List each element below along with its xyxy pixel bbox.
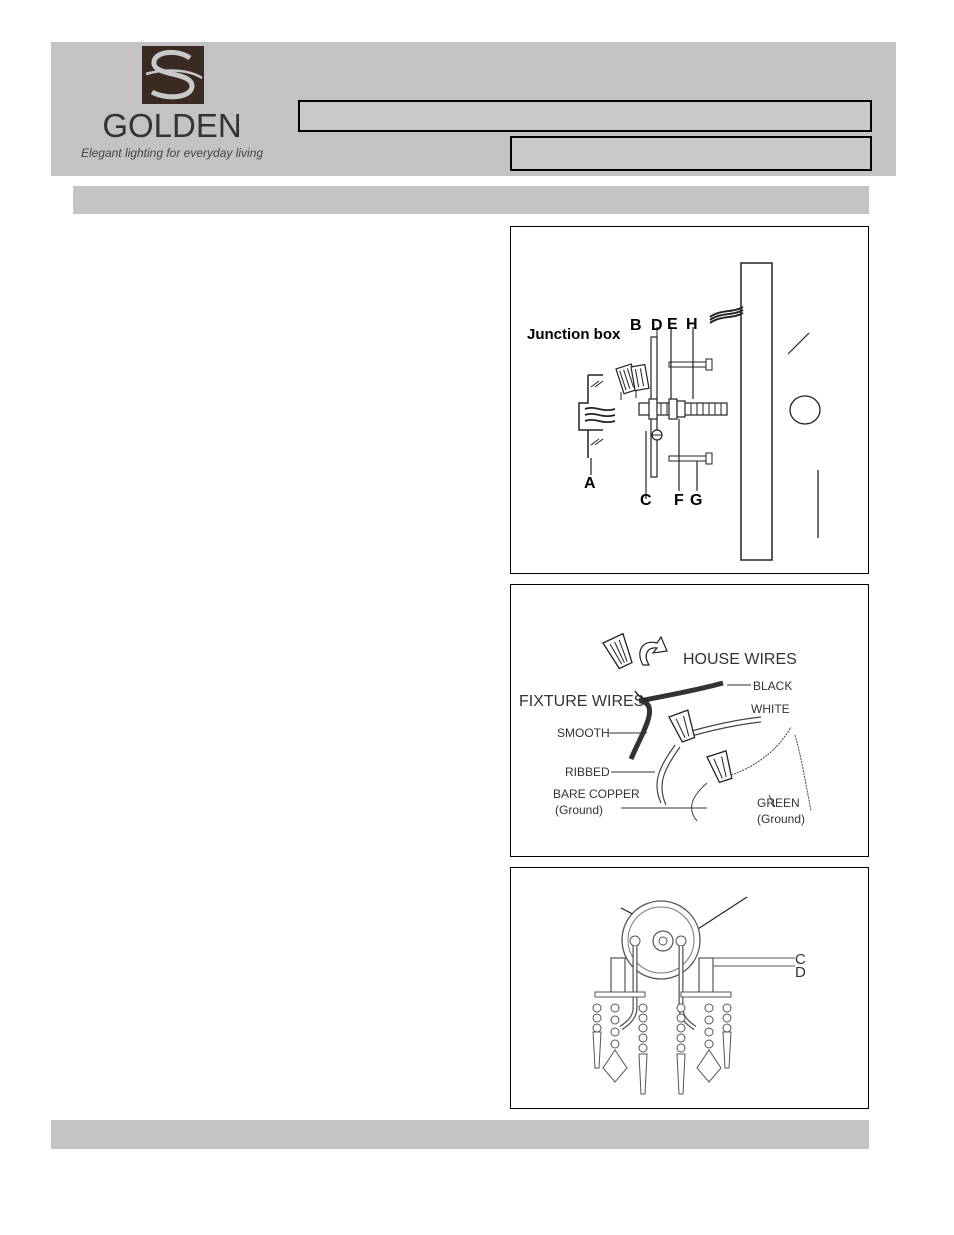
section-bar: [73, 186, 869, 214]
footer-bar: [51, 1120, 869, 1149]
fixture-wires-label: FIXTURE WIRES: [519, 693, 645, 710]
label-d: D: [651, 317, 663, 334]
brand-logo: [80, 44, 265, 170]
smooth-wire-label: SMOOTH: [557, 726, 610, 740]
wiring-diagram-panel: [510, 584, 869, 857]
wiring-diagram: [511, 585, 867, 855]
mounting-diagram-panel: [510, 226, 869, 574]
junction-box-label: Junction box: [527, 326, 621, 343]
label-a: A: [584, 475, 596, 492]
fixture-label-d: D: [795, 964, 806, 981]
ribbed-wire-label: RIBBED: [565, 765, 610, 779]
mounting-diagram: [511, 227, 867, 572]
label-g: G: [690, 492, 703, 509]
model-box: [510, 136, 872, 171]
house-wires-label: HOUSE WIRES: [683, 651, 797, 668]
bare-copper-ground-note: (Ground): [555, 803, 604, 817]
fixture-diagram-panel: [510, 867, 869, 1109]
label-b: B: [630, 317, 642, 334]
wire-nut-icon: [603, 634, 636, 670]
fixture-label-c: C: [795, 951, 806, 968]
logo-brand: GOLDEN: [102, 107, 242, 144]
white-wire-label: WHITE: [751, 702, 790, 716]
s-monogram-icon: [80, 44, 265, 170]
black-wire-label: BLACK: [753, 679, 793, 693]
label-e: E: [667, 316, 678, 333]
bare-copper-label: BARE COPPER: [553, 787, 640, 801]
twist-arrow-icon: [640, 637, 667, 665]
label-c: C: [640, 492, 652, 509]
green-ground-note: (Ground): [757, 812, 806, 826]
label-h: H: [686, 316, 698, 333]
fixture-diagram: [511, 868, 867, 1107]
label-f: F: [674, 492, 684, 509]
green-wire-label: GREEN: [757, 796, 800, 810]
logo-tagline: Elegant lighting for everyday living: [80, 146, 264, 160]
title-box: [298, 100, 872, 132]
